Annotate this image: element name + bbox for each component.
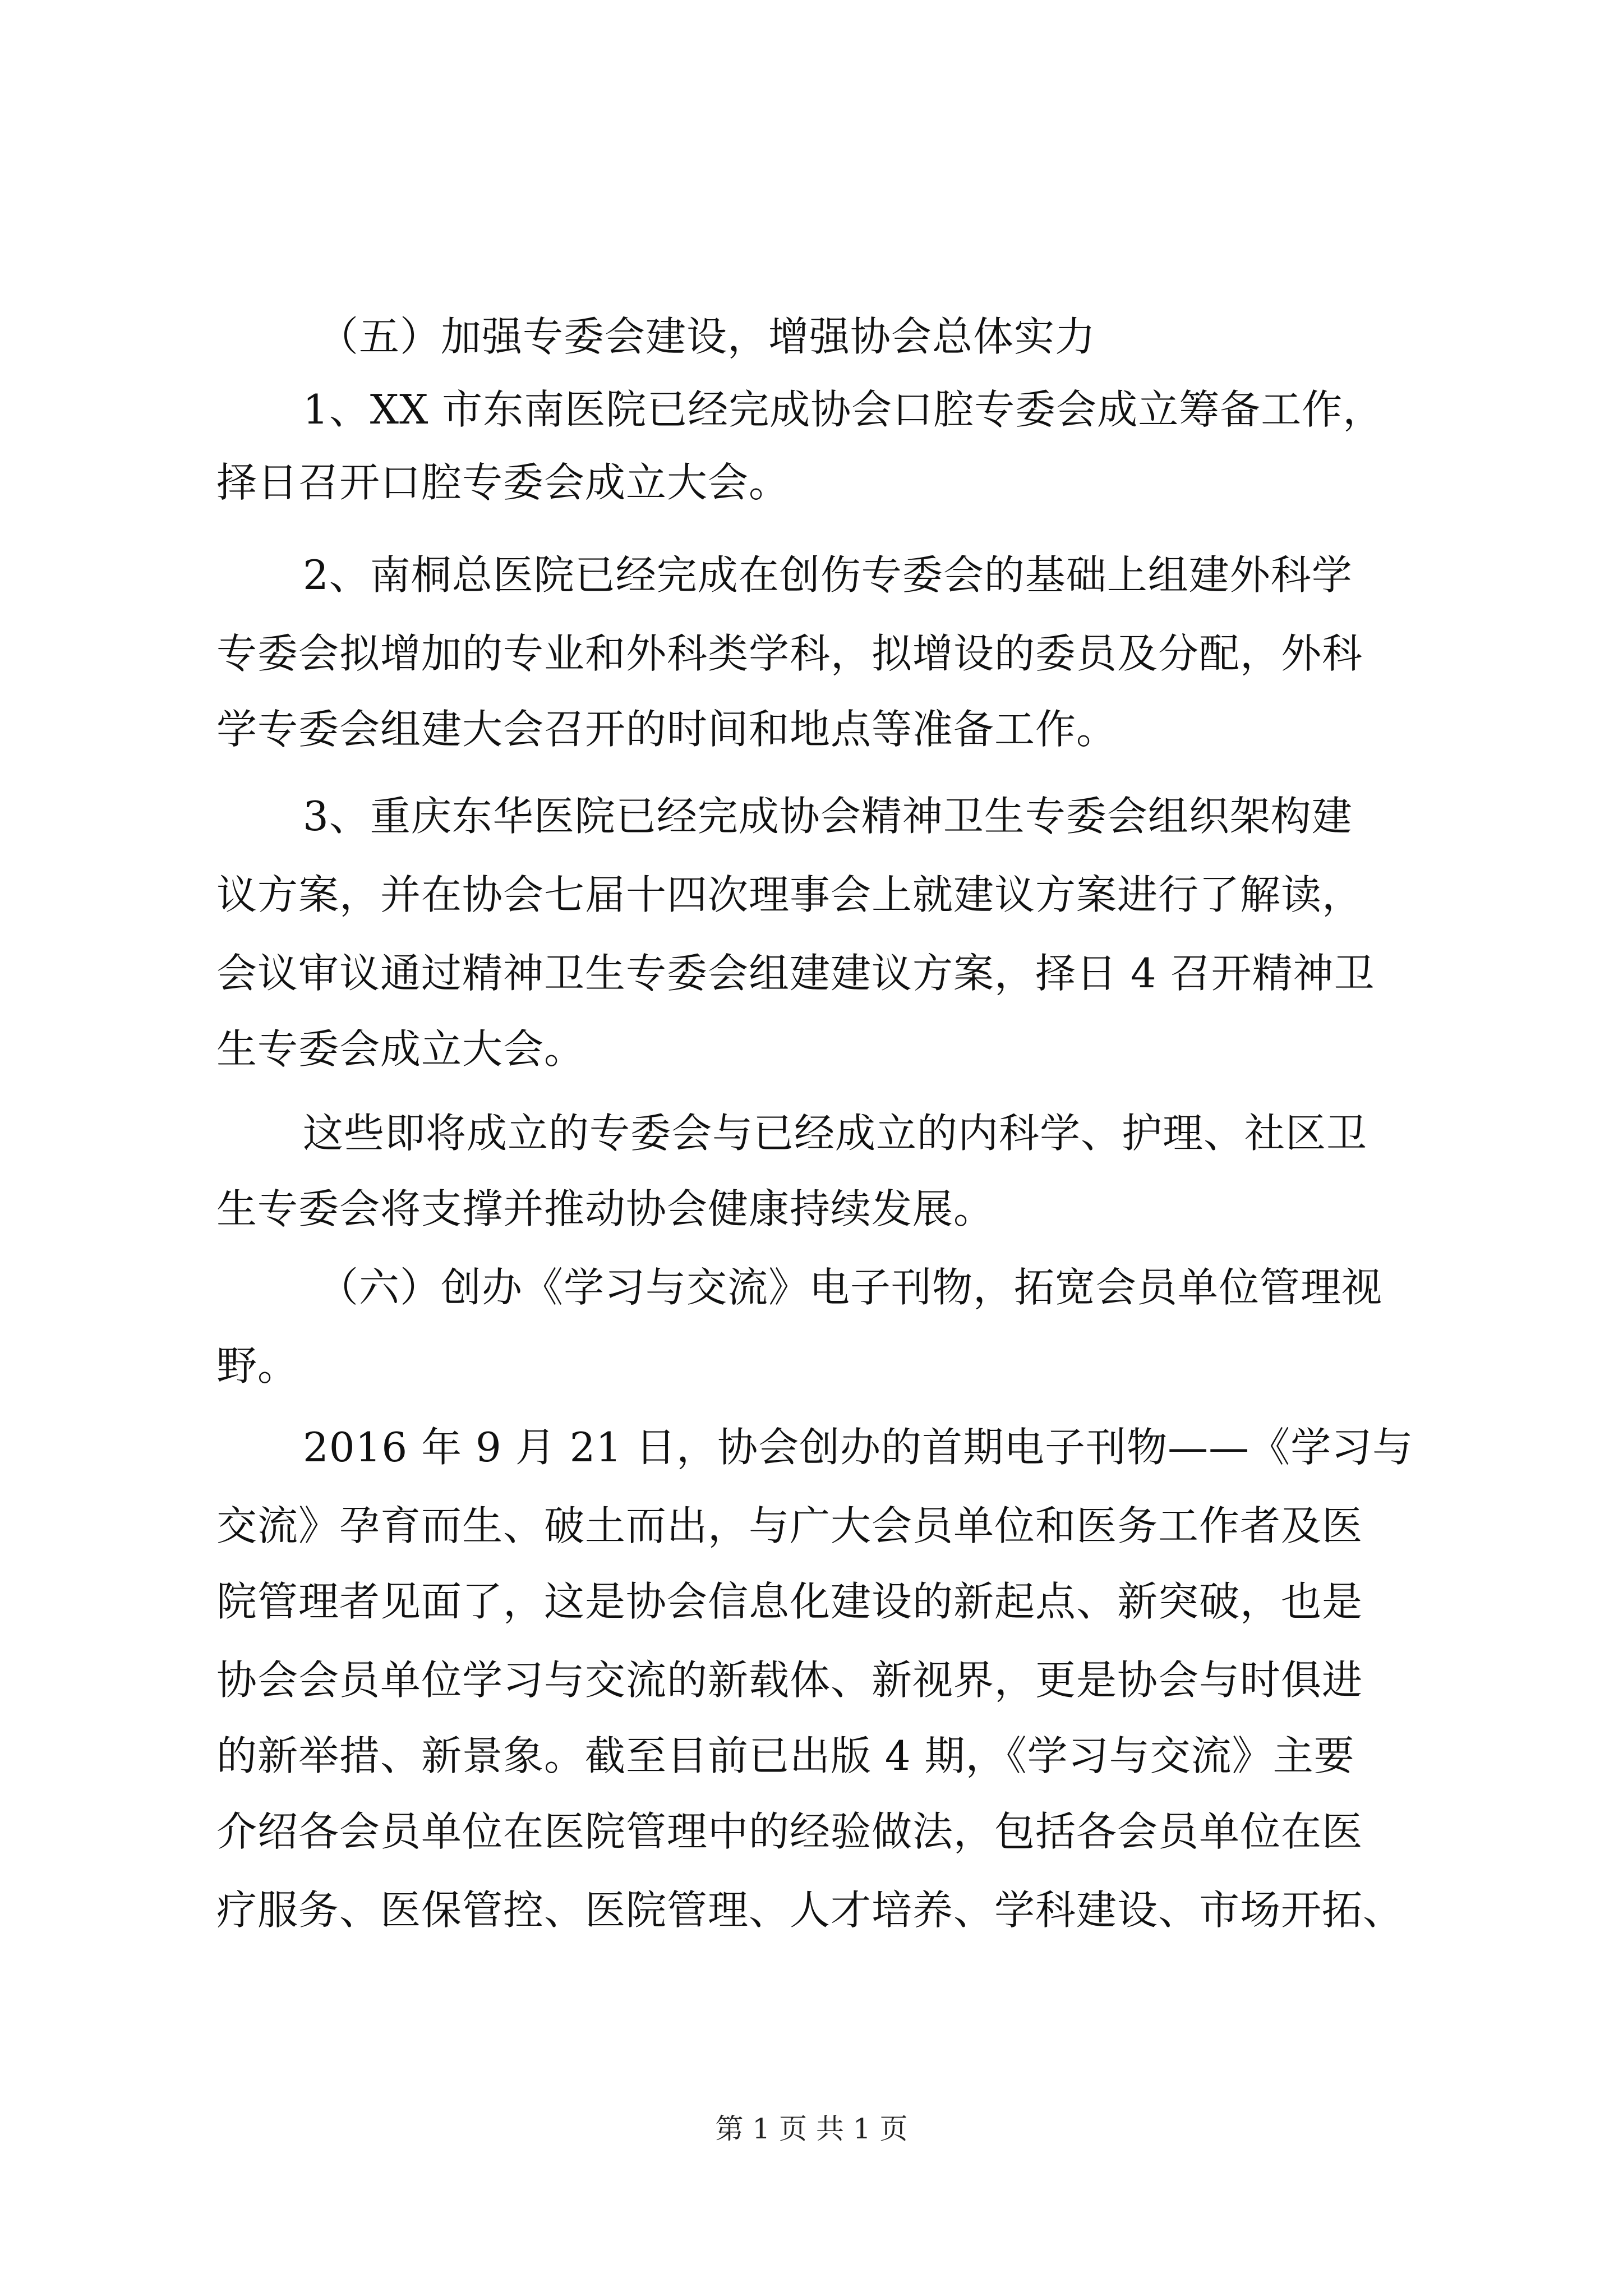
section-heading-six: （六）创办《学习与交流》电子刊物，拓宽会员单位管理视 (318, 1264, 1383, 1311)
paragraph-line: 交流》孕育而生、破土而出，与广大会员单位和医务工作者及医 (216, 1502, 1363, 1549)
paragraph-line: 这些即将成立的专委会与已经成立的内科学、护理、社区卫 (303, 1110, 1368, 1157)
paragraph-line: 生专委会将支撑并推动协会健康持续发展。 (216, 1185, 995, 1232)
paragraph-line: 2016 年 9 月 21 日，协会创办的首期电子刊物——《学习与 (303, 1424, 1414, 1471)
paragraph-line: 会议审议通过精神卫生专委会组建建议方案，择日 4 召开精神卫 (216, 950, 1375, 997)
paragraph-line: 3、重庆东华医院已经完成协会精神卫生专委会组织架构建 (303, 793, 1353, 840)
paragraph-line: 学专委会组建大会召开的时间和地点等准备工作。 (216, 706, 1118, 753)
paragraph-line: 2、南桐总医院已经完成在创伤专委会的基础上组建外科学 (303, 551, 1353, 599)
page-number-footer: 第 1 页 共 1 页 (715, 2113, 908, 2145)
paragraph-line: 择日召开口腔专委会成立大会。 (216, 459, 790, 506)
paragraph-line: 议方案，并在协会七届十四次理事会上就建议方案进行了解读， (216, 871, 1363, 918)
section-heading-six-cont: 野。 (216, 1342, 299, 1389)
paragraph-line: 的新举措、新景象。截至目前已出版 4 期，《学习与交流》主要 (216, 1732, 1355, 1779)
paragraph-line: 生专委会成立大会。 (216, 1025, 585, 1073)
paragraph-line: 专委会拟增加的专业和外科类学科，拟增设的委员及分配，外科 (216, 630, 1363, 677)
paragraph-line: 1、XX 市东南医院已经完成协会口腔专委会成立筹备工作， (303, 386, 1384, 433)
section-heading-five: （五）加强专委会建设，增强协会总体实力 (318, 313, 1096, 360)
paragraph-line: 协会会员单位学习与交流的新载体、新视界，更是协会与时俱进 (216, 1657, 1363, 1704)
paragraph-line: 院管理者见面了，这是协会信息化建设的新起点、新突破，也是 (216, 1578, 1363, 1625)
paragraph-line: 介绍各会员单位在医院管理中的经验做法，包括各会员单位在医 (216, 1808, 1363, 1855)
paragraph-line: 疗服务、医保管控、医院管理、人才培养、学科建设、市场开拓、 (216, 1887, 1404, 1934)
